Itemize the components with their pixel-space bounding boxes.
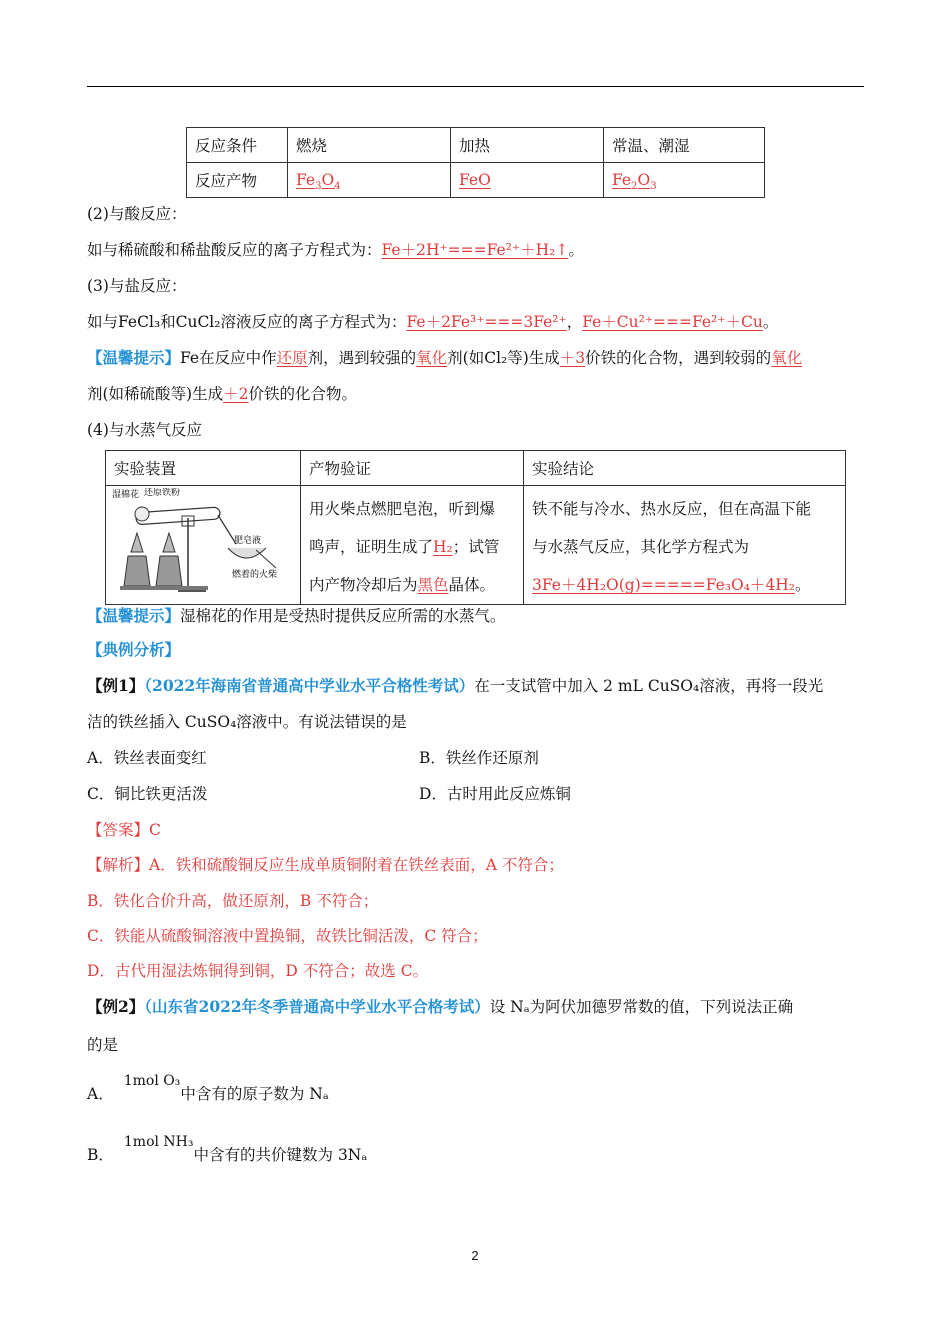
analysis-title: 【典例分析】 xyxy=(87,640,181,659)
option-prefix: A． xyxy=(87,1085,114,1103)
text: 。 xyxy=(568,241,584,259)
explanation-3: C．铁能从硫酸铜溶液中置换铜，故铁比铜活泼，C 符合； xyxy=(87,927,488,945)
table-cell: 燃烧 xyxy=(288,128,451,163)
answer: H₂ xyxy=(433,538,453,556)
example-2-option-a xyxy=(87,1073,329,1104)
text: 如与稀硫酸和稀盐酸反应的离子方程式为： xyxy=(87,241,382,259)
table-header: 产物验证 xyxy=(301,451,524,486)
steam-equation: 3Fe＋4H₂O(g)=====Fe₃O₄＋4H₂ xyxy=(532,576,796,594)
text: 中含有的原子数为 Nₐ xyxy=(180,1085,329,1103)
salt-equation-1: Fe＋2Fe³⁺===3Fe²⁺ xyxy=(406,313,567,331)
text: 剂(如稀硫酸等)生成 xyxy=(87,385,224,403)
tip-label: 【温馨提示】 xyxy=(87,348,181,367)
table-cell: 常温、潮湿 xyxy=(604,128,765,163)
page-number: 2 xyxy=(471,1248,479,1263)
steam-reaction-table xyxy=(105,450,846,605)
text: 在一支试管中加入 2 mL CuSO₄溶液，再将一段光 xyxy=(474,677,824,695)
explanation-4: D．古代用湿法炼铜得到铜，D 不符合；故选 C。 xyxy=(87,962,429,980)
table-cell: 反应条件 xyxy=(187,128,288,163)
answer: 还原 xyxy=(276,349,308,367)
example-label: 【例2】 xyxy=(87,997,145,1016)
reaction-condition-table xyxy=(186,127,765,198)
example-source: （山东省2022年冬季普通高中学业水平合格考试） xyxy=(144,997,490,1016)
text: 鸣声，证明生成了 xyxy=(309,538,434,556)
answer: ＋2 xyxy=(223,385,249,403)
text: 。 xyxy=(795,576,811,594)
text: ；试管 xyxy=(452,538,500,556)
example-source: （2022年海南省普通高中学业水平合格性考试） xyxy=(144,676,475,695)
text: 晶体。 xyxy=(448,576,496,594)
product-fe2o3: $Fe_2O_3$ xyxy=(604,163,765,198)
section-3-text xyxy=(87,310,778,332)
table-cell: 加热 xyxy=(451,128,604,163)
tip-label: 【温馨提示】 xyxy=(87,606,181,625)
text: 剂(如Cl₂等)生成 xyxy=(447,349,560,367)
option-a: A．铁丝表面变红 xyxy=(87,749,207,767)
verify-cell xyxy=(301,486,524,605)
table-cell: 反应产物 xyxy=(187,163,288,198)
salt-equation-2: Fe＋Cu²⁺===Fe²⁺＋Cu xyxy=(582,313,763,331)
formula: 1mol O₃ xyxy=(123,1073,181,1089)
text xyxy=(309,566,515,604)
apparatus-diagram xyxy=(106,488,300,598)
text: 用火柴点燃肥皂泡，听到爆 xyxy=(309,500,496,518)
acid-equation: Fe＋2H⁺===Fe²⁺＋H₂↑ xyxy=(381,241,569,259)
example-2-line-1 xyxy=(87,995,793,1017)
text xyxy=(532,566,837,604)
explanation-2: B．铁化合价升高，做还原剂，B 不符合； xyxy=(87,892,379,910)
product-feo: FeO xyxy=(451,163,604,198)
example-label: 【例1】 xyxy=(87,676,145,695)
label-burning-match: 燃着的火柴 xyxy=(232,570,278,580)
text: 中含有的共价键数为 3Nₐ xyxy=(193,1146,368,1164)
apparatus-cell xyxy=(106,486,301,605)
answer: 黑色 xyxy=(417,576,449,594)
section-3-heading: (3)与盐反应： xyxy=(87,277,187,295)
text: 价铁的化合物。 xyxy=(248,385,357,403)
text: ， xyxy=(566,313,583,331)
table-header: 实验装置 xyxy=(106,451,301,486)
text: 与水蒸气反应，其化学方程式为 xyxy=(532,538,750,556)
explanation-1: 【解析】A．铁和硫酸铜反应生成单质铜附着在铁丝表面，A 不符合； xyxy=(87,856,564,874)
answer: 氧化 xyxy=(416,349,448,367)
formula: 1mol NH₃ xyxy=(123,1134,194,1150)
tip-2 xyxy=(87,604,506,626)
text: 湿棉花的作用是受热时提供反应所需的水蒸气。 xyxy=(180,607,506,625)
section-2-text xyxy=(87,238,584,260)
text: 。 xyxy=(762,313,779,331)
text: 内产物冷却后为 xyxy=(309,576,418,594)
text: 剂，遇到较强的 xyxy=(307,349,417,367)
label-iron-powder: 还原铁粉 xyxy=(144,488,181,498)
option-b: B．铁丝作还原剂 xyxy=(419,749,539,767)
text: 如与FeCl₃和CuCl₂溶液反应的离子方程式为： xyxy=(87,313,407,331)
option-d: D．古时用此反应炼铜 xyxy=(419,785,571,803)
example-1-line-2: 洁的铁丝插入 CuSO₄溶液中。有说法错误的是 xyxy=(87,713,407,731)
option-prefix: B． xyxy=(87,1146,114,1164)
text: 价铁的化合物，遇到较弱的 xyxy=(585,349,772,367)
tip-1-line-1 xyxy=(87,346,802,368)
label-soap-solution: 肥皂液 xyxy=(234,536,262,546)
tip-1-line-2 xyxy=(87,382,357,404)
section-4-heading: (4)与水蒸气反应 xyxy=(87,421,202,439)
header-rule xyxy=(87,86,864,87)
label-wet-cotton: 湿棉花 xyxy=(112,490,140,500)
example-2-line-2: 的是 xyxy=(87,1036,119,1054)
section-2-heading: (2)与酸反应： xyxy=(87,205,187,223)
conclusion-cell xyxy=(524,486,846,605)
answer: 【答案】C xyxy=(87,821,161,839)
text: Fe在反应中作 xyxy=(180,349,277,367)
option-c: C．铜比铁更活泼 xyxy=(87,785,208,803)
text: 铁不能与冷水、热水反应，但在高温下能 xyxy=(532,500,812,518)
text: 设 Nₐ为阿伏加德罗常数的值，下列说法正确 xyxy=(489,998,794,1016)
product-fe3o4: $Fe_3O_4$ xyxy=(288,163,451,198)
table-header: 实验结论 xyxy=(524,451,846,486)
answer: ＋3 xyxy=(559,349,586,367)
example-2-option-b xyxy=(87,1134,368,1165)
example-1-line-1 xyxy=(87,674,823,696)
text xyxy=(309,528,515,566)
answer: 氧化 xyxy=(771,349,803,367)
